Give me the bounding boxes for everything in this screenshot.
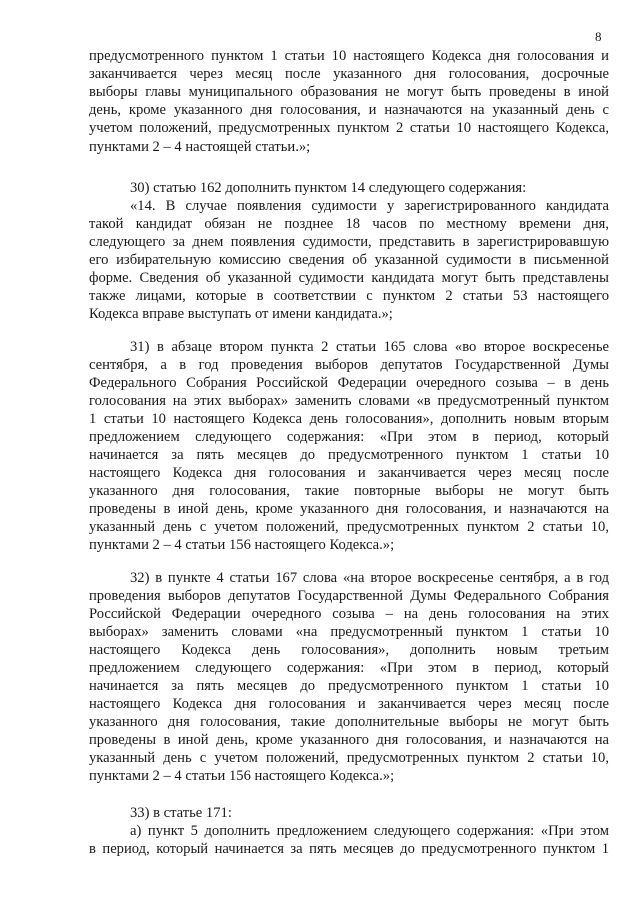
list-item-heading: 30) статью 162 дополнить пунктом 14 следующего содержания: <box>130 180 527 196</box>
text-line: указанный день с учетом положений, предусмотренных пунктом 2 статьи 10, <box>89 519 609 535</box>
text-line: Российской Федерации очередного созыва – на день голосования на этих <box>89 606 609 622</box>
list-item-heading: 32) в пункте 4 статьи 167 слова «на второе воскресенье сентября, а в год <box>130 570 609 586</box>
text-line: настоящего Кодекса день голосования», дополнить новым третьим <box>89 642 609 658</box>
text-line: проведены в иной день, кроме указанного дня голосования, и назначаются на <box>89 501 609 517</box>
text-line: «14. В случае появления судимости у зарегистрированного кандидата <box>130 198 609 214</box>
text-line: в период, который начинается за пять месяцев до предусмотренного пунктом 1 <box>89 841 609 857</box>
list-item-heading: 31) в абзаце втором пункта 2 статьи 165 слова «во второе воскресенье <box>130 339 609 355</box>
text-line: начинается за пять месяцев до предусмотренного пунктом 1 статьи 10 <box>89 678 609 694</box>
text-line: голосования на этих выборах» заменить словами «в предусмотренный пунктом <box>89 393 609 409</box>
text-line: указанный день с учетом положений, предусмотренных пунктом 2 статьи 10, <box>89 750 609 766</box>
text-line: проведены в иной день, кроме указанного дня голосования, и назначаются на <box>89 732 609 748</box>
text-line: его избирательную комиссию сведения об указанной судимости в письменной <box>89 252 609 268</box>
text-line: 1 статьи 10 настоящего Кодекса день голосования», дополнить новым вторым <box>89 411 609 427</box>
text-line: заканчивается через месяц после указанного дня голосования, досрочные <box>89 66 609 82</box>
text-line: форме. Сведения об указанной судимости кандидата могут быть представлены <box>89 270 609 286</box>
text-line: пунктами 2 – 4 статьи 156 настоящего Кодекса.»; <box>89 768 395 784</box>
text-line: предложением следующего содержания: «При этом в период, который <box>89 660 609 676</box>
text-line: пунктами 2 – 4 статьи 156 настоящего Кодекса.»; <box>89 537 395 553</box>
text-line: также лицами, которые в соответствии с пунктом 2 статьи 53 настоящего <box>89 288 609 304</box>
text-line: следующего за днем появления судимости, представить в зарегистрировавшую <box>89 234 609 250</box>
text-line: а) пункт 5 дополнить предложением следующего содержания: «При этом <box>130 823 609 839</box>
text-line: настоящего Кодекса дня голосования и заканчивается через месяц после <box>89 465 609 481</box>
text-line: учетом положений, предусмотренных пунктом 2 статьи 10 настоящего Кодекса, <box>89 120 609 136</box>
text-line: проведения выборов депутатов Государственной Думы Федерального Собрания <box>89 588 609 604</box>
text-line: день, кроме указанного дня голосования, и назначаются на указанный день с <box>89 102 609 118</box>
text-line: сентября, а в год проведения выборов депутатов Государственной Думы <box>89 357 609 373</box>
text-line: начинается за пять месяцев до предусмотренного пунктом 1 статьи 10 <box>89 447 609 463</box>
text-line: Кодекса вправе выступать от имени кандидата.»; <box>89 306 393 322</box>
text-line: указанного дня голосования, такие повторные выборы не могут быть <box>89 483 609 499</box>
text-line: выборы главы муниципального образования не могут быть проведены в иной <box>89 84 609 100</box>
text-line: указанного дня голосования, такие дополнительные выборы не могут быть <box>89 714 609 730</box>
text-line: настоящего Кодекса дня голосования и заканчивается через месяц после <box>89 696 609 712</box>
text-line: предложением следующего содержания: «При этом в период, который <box>89 429 609 445</box>
text-line: выборах» заменить словами «на предусмотренный пунктом 1 статьи 10 <box>89 624 609 640</box>
text-line: Федерального Собрания Российской Федерации очередного созыва – в день <box>89 375 609 391</box>
text-line: такой кандидат обязан не позднее 18 часов по местному времени дня, <box>89 216 609 232</box>
page-number: 8 <box>595 29 602 44</box>
list-item-heading: 33) в статье 171: <box>130 805 232 821</box>
text-line: предусмотренного пунктом 1 статьи 10 настоящего Кодекса дня голосования и <box>89 48 609 64</box>
text-line: пунктами 2 – 4 настоящей статьи.»; <box>89 139 311 155</box>
